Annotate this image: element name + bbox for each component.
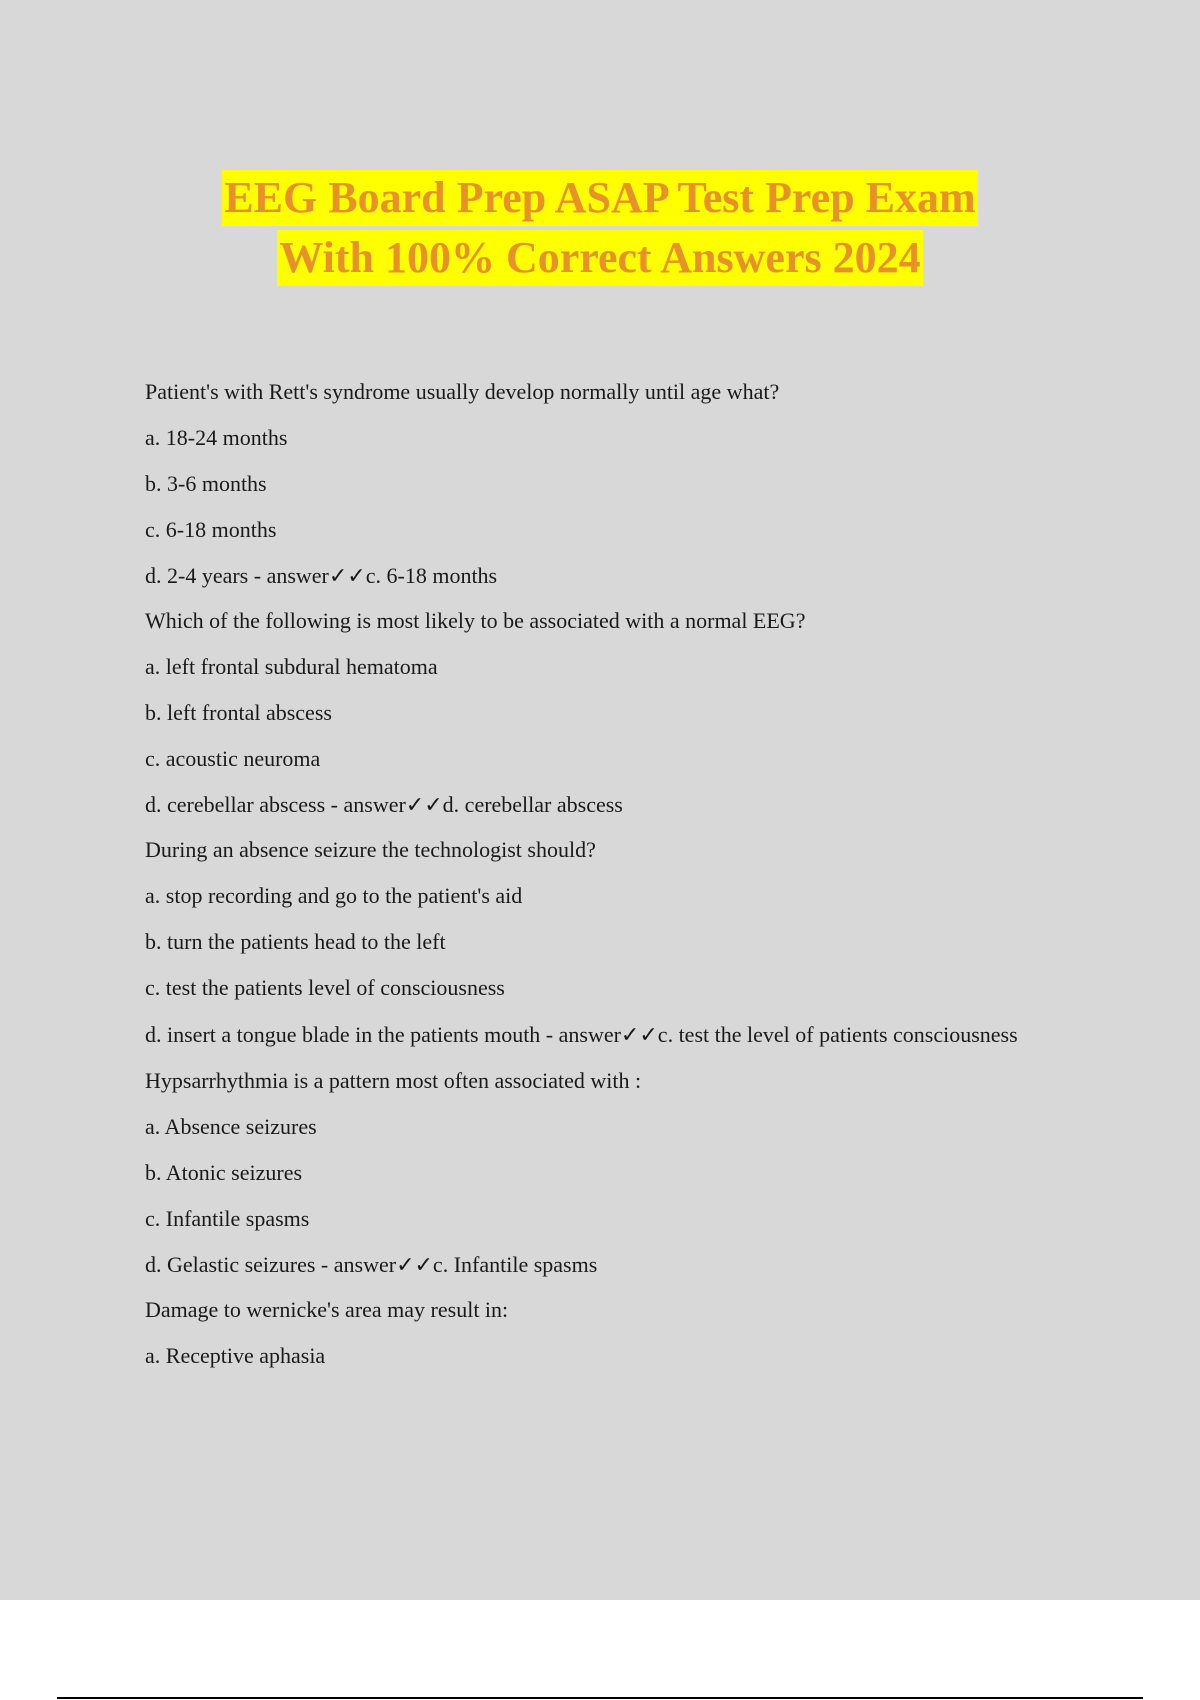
option-text: a. Receptive aphasia — [145, 1343, 326, 1368]
option-text: a. stop recording and go to the patient's aid — [145, 883, 523, 908]
answer-text: d. Gelastic seizures - answer✓✓c. Infantile spasms — [145, 1252, 598, 1277]
question-text: Which of the following is most likely to be associated with a normal EEG? — [145, 608, 806, 633]
question-text: Damage to wernicke's area may result in: — [145, 1297, 509, 1322]
title-line-2: With 100% Correct Answers 2024 — [277, 230, 922, 286]
option-text: a. Absence seizures — [145, 1114, 317, 1139]
document-title — [0, 168, 1200, 288]
question-text: Hypsarrhythmia is a pattern most often associated with : — [145, 1068, 642, 1093]
option-text: b. 3-6 months — [145, 471, 267, 496]
option-text: c. acoustic neuroma — [145, 746, 321, 771]
option-text: a. left frontal subdural hematoma — [145, 654, 438, 679]
option-text: b. Atonic seizures — [145, 1160, 303, 1185]
option-text: c. Infantile spasms — [145, 1206, 310, 1231]
footer-rule — [57, 1697, 1143, 1699]
answer-text: d. insert a tongue blade in the patients mouth - answer✓✓c. test the level of patients consciousness — [145, 1022, 1018, 1047]
title-line-1: EEG Board Prep ASAP Test Prep Exam — [222, 170, 977, 226]
question-text: During an absence seizure the technologist should? — [145, 837, 596, 862]
option-text: a. 18-24 months — [145, 425, 288, 450]
option-text: c. 6-18 months — [145, 517, 277, 542]
answer-text: d. 2-4 years - answer✓✓c. 6-18 months — [145, 563, 498, 588]
option-text: b. left frontal abscess — [145, 700, 332, 725]
answer-text: d. cerebellar abscess - answer✓✓d. cerebellar abscess — [145, 792, 623, 817]
question-text: Patient's with Rett's syndrome usually develop normally until age what? — [145, 379, 780, 404]
option-text: b. turn the patients head to the left — [145, 929, 446, 954]
question-list — [145, 378, 1025, 1388]
option-text: c. test the patients level of consciousness — [145, 975, 505, 1000]
